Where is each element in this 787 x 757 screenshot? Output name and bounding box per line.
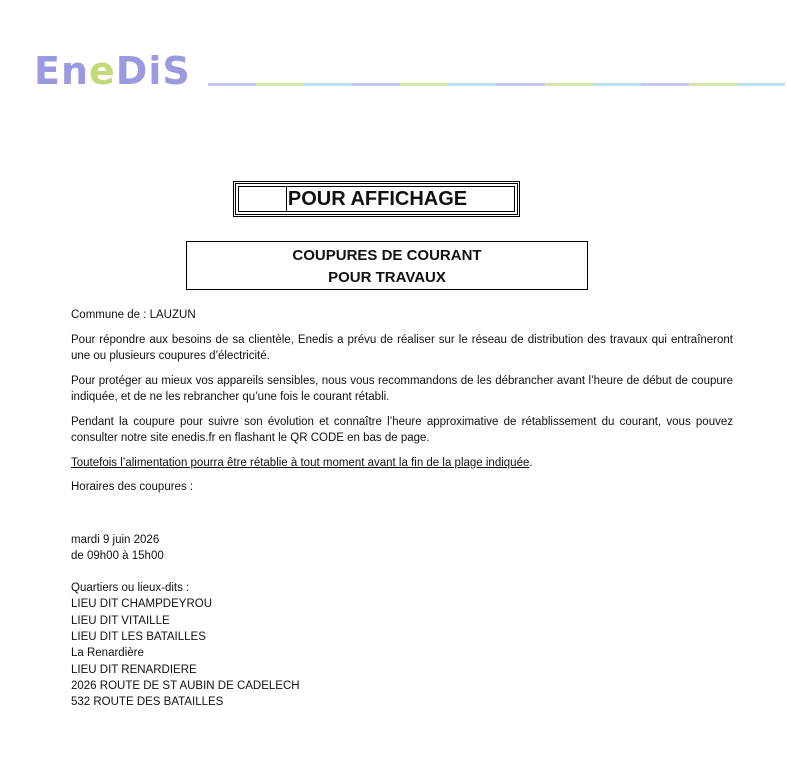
enedis-logo [34, 49, 191, 93]
quartiers-label: Quartiers ou lieux-dits : [71, 582, 190, 595]
title-text: POUR AFFICHAGE [287, 188, 468, 210]
subtitle-line1: COUPURES DE COURANT [292, 247, 482, 264]
header-line-segment [545, 83, 593, 86]
schedule-date: mardi 9 juin 2026 [71, 533, 160, 546]
paragraph-protect: Pour protéger au mieux vos appareils sensibles, nous vous recommandons de les débrancher avant l’heure de début de coupure indiquée, et de ne les rebrancher qu’une fois le courant rétabli. [71, 374, 733, 403]
header-line-segment [256, 83, 304, 86]
header-line-segment [593, 83, 641, 86]
header-line-segment [496, 83, 544, 86]
warning-period: . [529, 456, 533, 469]
commune-line: Commune de : LAUZUN [71, 309, 196, 321]
list-item: LIEU DIT CHAMPDEYROU [71, 598, 213, 611]
list-item: La Renardière [71, 647, 144, 660]
header-line-segment [448, 83, 496, 86]
logo-text-part2: e [89, 49, 116, 93]
header-line-segment [737, 83, 785, 86]
header-line-segment [352, 83, 400, 86]
warning-underlined-text: Toutefois l’alimentation pourra être rétablie à tout moment avant la fin de la plage indiquée [71, 456, 530, 469]
subtitle-line2: POUR TRAVAUX [328, 269, 446, 286]
horaires-label: Horaires des coupures : [71, 481, 194, 493]
schedule [71, 532, 733, 565]
header-line-segment [689, 83, 737, 86]
logo-text-part3: DiS [115, 49, 191, 93]
schedule-time: de 09h00 à 15h00 [71, 549, 164, 562]
header-line-segment [304, 83, 352, 86]
locations-list [71, 580, 733, 710]
list-item: LIEU DIT VITAILLE [71, 614, 170, 627]
paragraph-needs: Pour répondre aux besoins de sa clientèle, Enedis a prévu de réaliser sur le réseau de distribution des travaux qui entraîneront une ou plusieurs coupures d’électricité. [71, 333, 733, 362]
header-line-segment [208, 83, 256, 86]
list-item: LIEU DIT LES BATAILLES [71, 630, 206, 643]
logo-text-part1: En [34, 49, 90, 93]
warning-line [71, 455, 733, 472]
title-box [233, 181, 520, 217]
list-item: 532 ROUTE DES BATAILLES [71, 696, 224, 709]
header-decorative-line [208, 83, 785, 86]
header-line-segment [400, 83, 448, 86]
subtitle-box [186, 241, 588, 290]
list-item: LIEU DIT RENARDIERE [71, 663, 197, 676]
paragraph-follow: Pendant la coupure pour suivre son évolution et connaître l’heure approximative de rétablissement du courant, vous pouvez consulter notre site enedis.fr en flashant le QR CODE en bas de page. [71, 415, 733, 444]
header-line-segment [641, 83, 689, 86]
list-item: 2026 ROUTE DE ST AUBIN DE CADELECH [71, 679, 300, 692]
notice-body [71, 307, 733, 710]
